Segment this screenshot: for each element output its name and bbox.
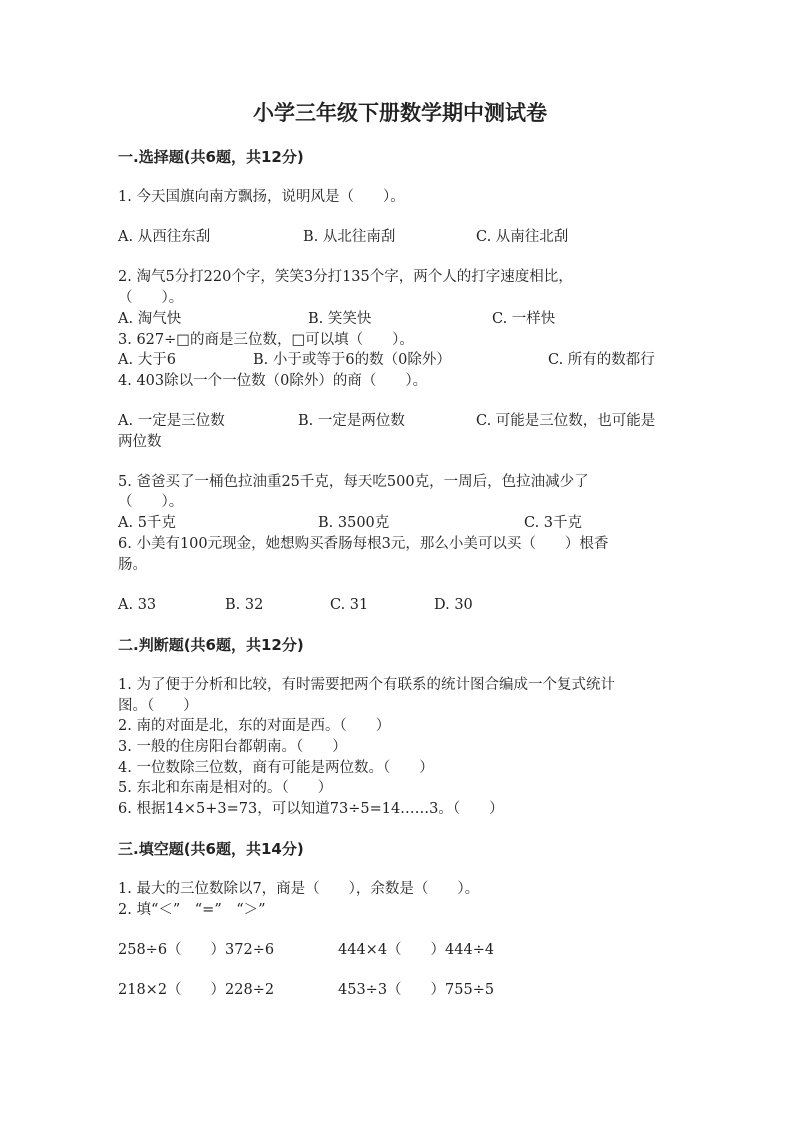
option-c: C. 3千克 — [524, 515, 583, 531]
option-a: A. 5千克 — [118, 515, 176, 531]
option-b: B. 从北往南刮 — [303, 229, 396, 245]
option-a: A. 淘气快 — [118, 311, 182, 327]
option-a: A. 一定是三位数 — [118, 413, 225, 429]
option-c: C. 31 — [330, 597, 369, 613]
question-stem: 6. 小美有100元现金，她想购买香肠每根3元，那么小美可以买（ ）根香 — [118, 536, 609, 552]
option-b: B. 3500克 — [318, 515, 390, 531]
option-a: A. 大于6 — [118, 352, 176, 368]
judgment-item: 4. 一位数除三位数，商有可能是两位数。（ ） — [118, 760, 434, 776]
question-stem-cont: 肠。 — [118, 557, 147, 573]
option-a: A. 从西往东刮 — [118, 229, 211, 245]
compare-item: 258÷6（ ）372÷6 — [118, 942, 275, 958]
judgment-item: 6. 根据14×5+3=73，可以知道73÷5=14……3。（ ） — [118, 801, 504, 817]
question-stem-cont: （ ）。 — [118, 290, 184, 306]
option-c: C. 从南往北刮 — [476, 229, 569, 245]
option-b: B. 一定是两位数 — [298, 413, 405, 429]
question-stem: 3. 627÷□的商是三位数，□可以填（ ）。 — [118, 332, 414, 348]
page-title: 小学三年级下册数学期中测试卷 — [253, 100, 547, 125]
question-stem: 5. 爸爸买了一桶色拉油重25千克，每天吃500克，一周后，色拉油减少了 — [118, 474, 589, 490]
section-heading-judgment: 二.判断题(共6题，共12分) — [118, 636, 304, 654]
judgment-item: 3. 一般的住房阳台都朝南。（ ） — [118, 739, 347, 755]
option-d: D. 30 — [434, 597, 473, 613]
option-c: C. 一样快 — [492, 311, 556, 327]
judgment-item: 2. 南的对面是北，东的对面是西。（ ） — [118, 718, 391, 734]
compare-item: 444×4（ ）444÷4 — [338, 942, 495, 958]
question-stem: 1. 今天国旗向南方飘扬，说明风是（ ）。 — [118, 189, 405, 205]
section-heading-fill: 三.填空题(共6题，共14分) — [118, 840, 304, 858]
option-c: C. 所有的数都行 — [548, 352, 655, 368]
option-b: B. 笑笑快 — [308, 311, 372, 327]
option-b: B. 小于或等于6的数（0除外） — [253, 352, 451, 368]
option-c: C. 可能是三位数，也可能是 — [476, 413, 656, 429]
fill-question: 2. 填“＜” “=” “＞” — [118, 902, 266, 918]
judgment-item-cont: 图。（ ） — [118, 698, 198, 714]
question-stem: 2. 淘气5分打220个字，笑笑3分打135个字，两个人的打字速度相比， — [118, 269, 573, 285]
option-b: B. 32 — [225, 597, 264, 613]
compare-item: 218×2（ ）228÷2 — [118, 982, 275, 998]
section-heading-choice: 一.选择题(共6题，共12分) — [118, 148, 304, 166]
fill-question: 1. 最大的三位数除以7，商是（ ），余数是（ ）。 — [118, 881, 480, 897]
judgment-item: 5. 东北和东南是相对的。（ ） — [118, 780, 333, 796]
option-c-cont: 两位数 — [118, 434, 162, 450]
compare-item: 453÷3（ ）755÷5 — [338, 982, 495, 998]
judgment-item: 1. 为了便于分析和比较，有时需要把两个有联系的统计图合编成一个复式统计 — [118, 677, 615, 693]
question-stem-cont: （ ）。 — [118, 494, 184, 510]
question-stem: 4. 403除以一个一位数（0除外）的商（ ）。 — [118, 373, 428, 389]
option-a: A. 33 — [118, 597, 157, 613]
